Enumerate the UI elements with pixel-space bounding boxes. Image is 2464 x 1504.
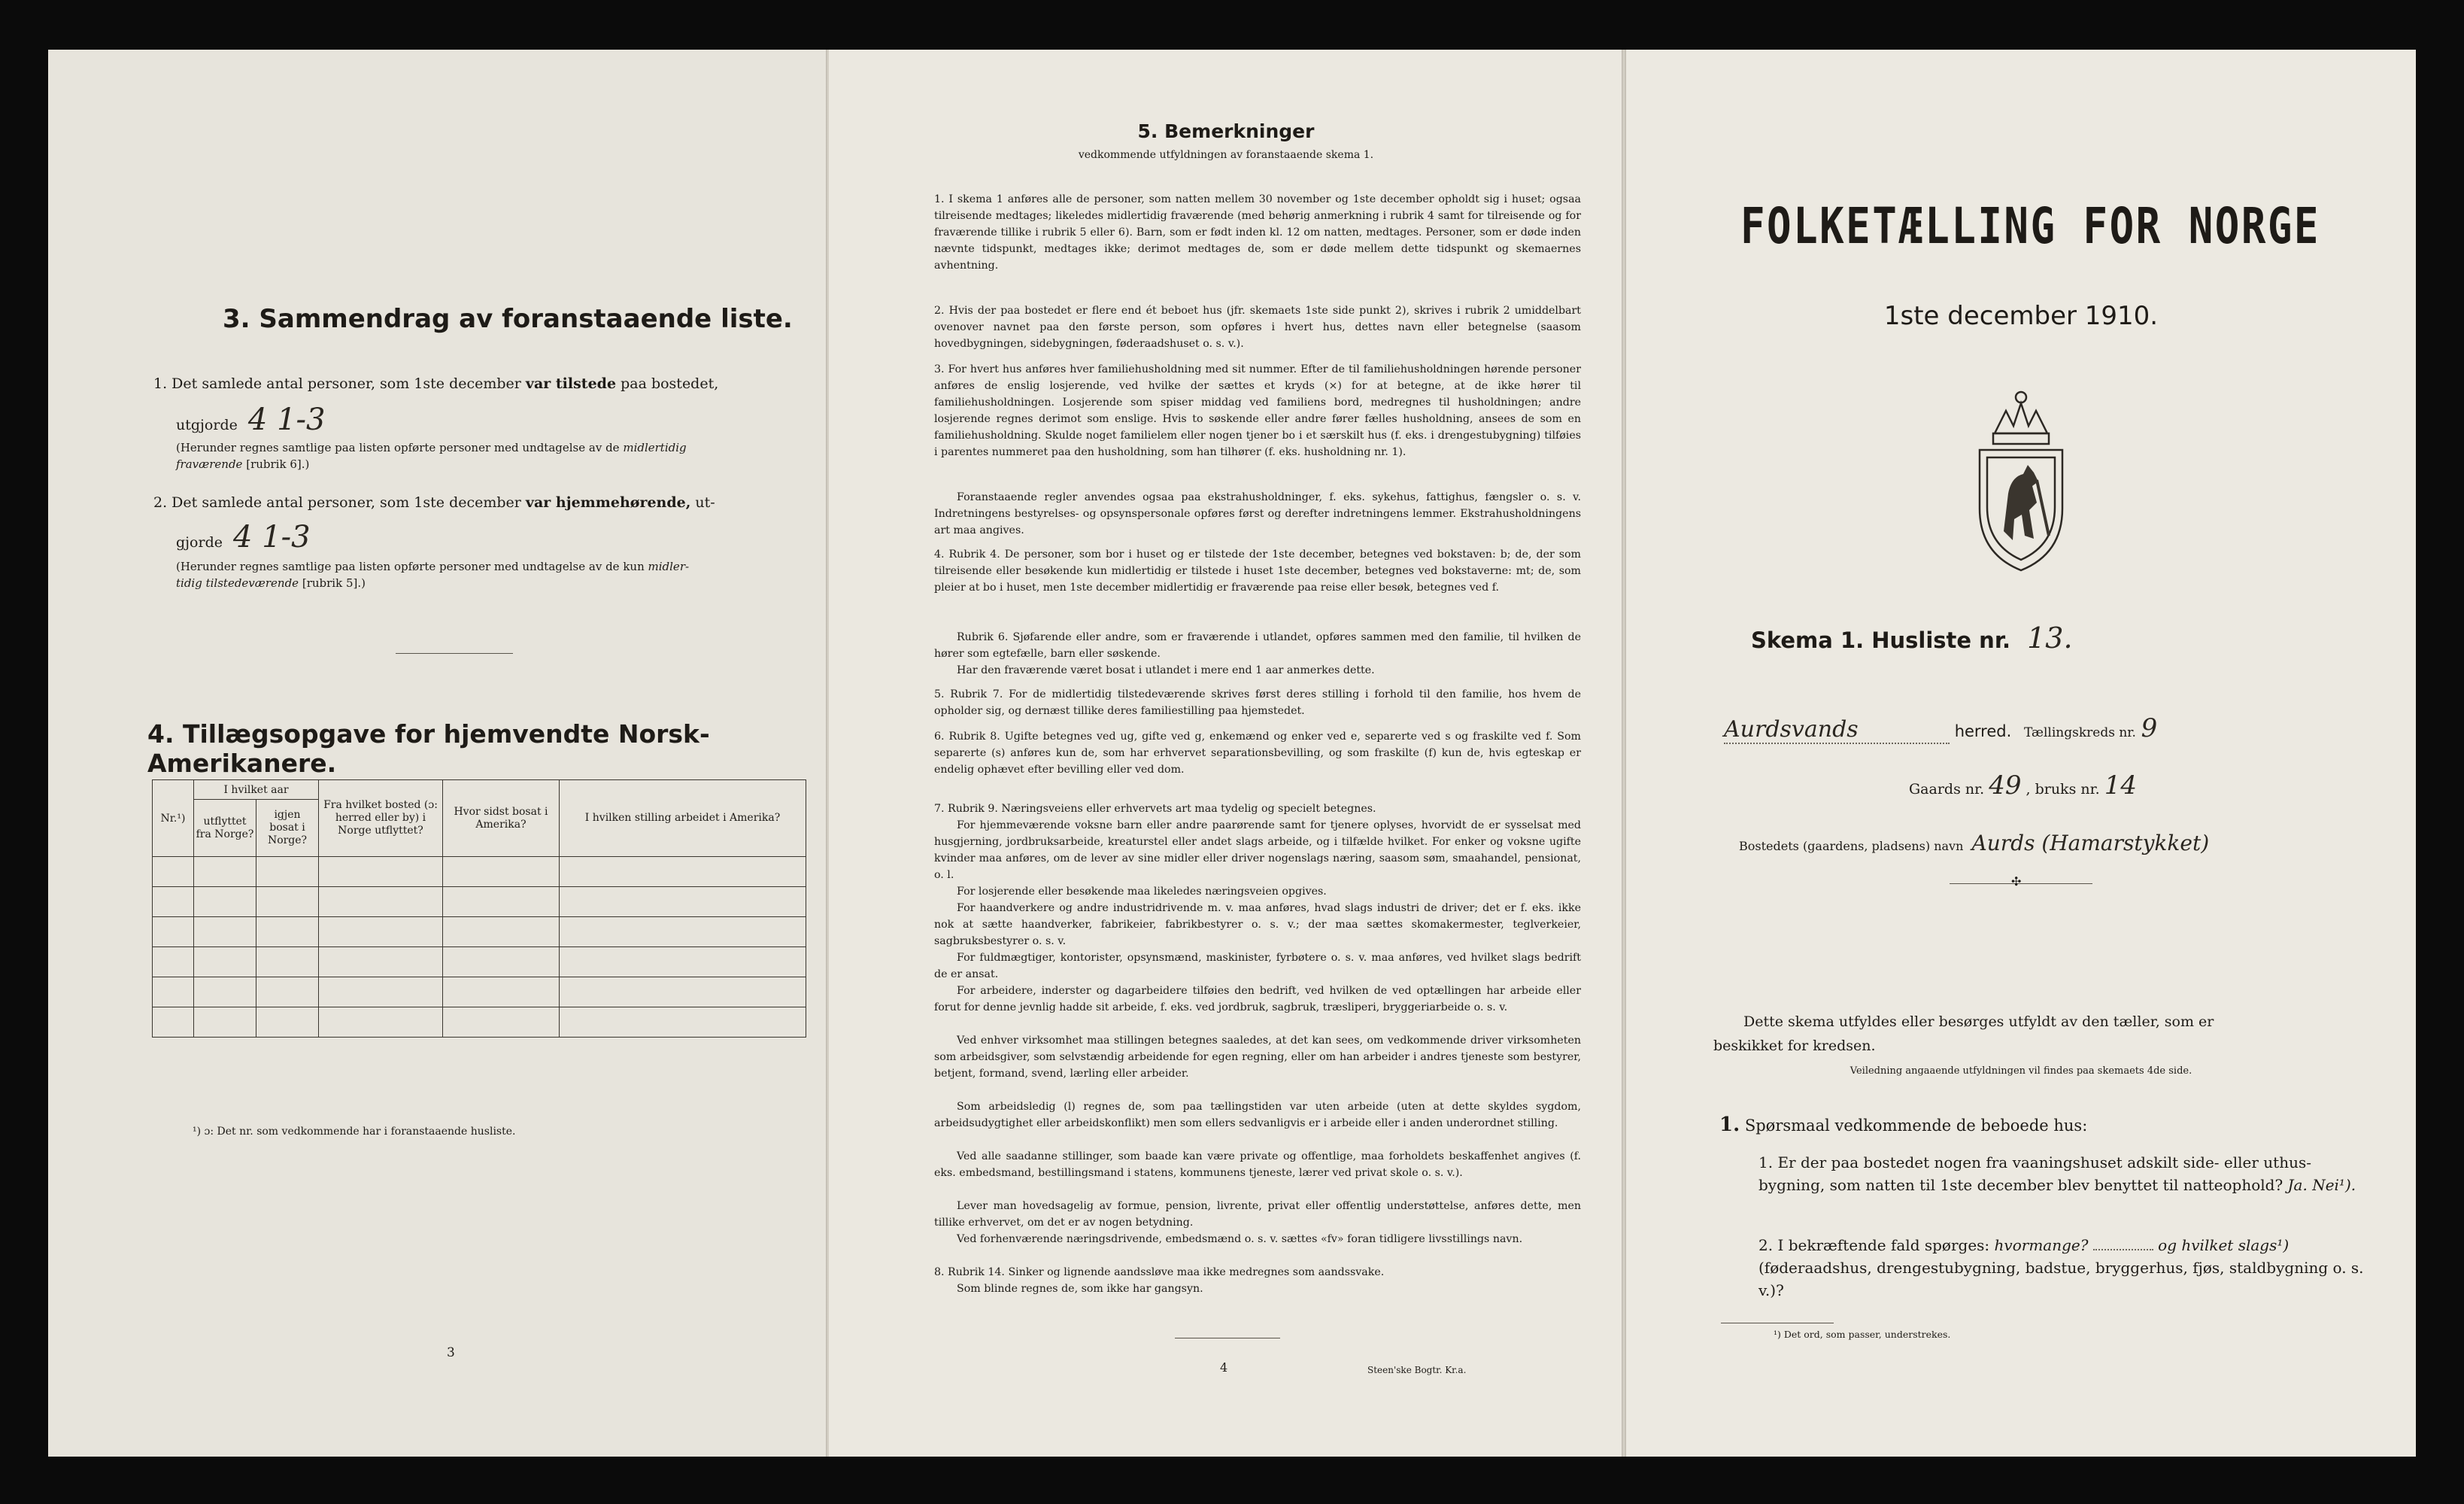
table-row xyxy=(153,887,806,917)
remark-1: 1. I skema 1 anføres alle de personer, som natten mellem 30 november og 1ste december opholdt sig i huset; ogsaa tilreisende medtages; likeledes midlertidig fraværende (med behørig anmerkning i rubrik 4 samt for tilreisende og for fraværende tillike i rubrik 5 eller 6). Barn, som er født inden kl. 12 om natten, medtages. Personer, som er døde inden nævnte tidspunkt, medtages ikke; derimot medtages de, som er døde mellem dette tidspunkt og skemaernes avhentning. xyxy=(934,193,1581,272)
gaards-value: 49 xyxy=(1989,770,2022,801)
table-row xyxy=(153,947,806,977)
remark-7g: Ved enhver virksomhet maa stillingen betegnes saaledes, at det kan sees, om vedkommende driver virksomheten som arbeidsgiver, som selvstændig arbeidende for egen regning, eller om han arbeider i andres tjeneste som bestyrer, betjent, formand, svend, lærling eller arbeider. xyxy=(934,1035,1581,1080)
col-igjen-header: igjen bosat i Norge? xyxy=(256,800,319,857)
page-3-footnote: ¹) ɔ: Det nr. som vedkommende har i foranstaaende husliste. xyxy=(193,1126,516,1138)
skema-line: Skema 1. Husliste nr. 13. xyxy=(1751,621,2073,655)
remark-7c: For losjerende eller besøkende maa likeledes næringsveien opgives. xyxy=(957,886,1327,898)
bosted-value: Aurds (Hamarstykket) xyxy=(1971,831,2210,855)
col-nr-header: Nr.¹) xyxy=(153,780,194,857)
question-1-heading: 1. Spørsmaal vedkommende de beboede hus: xyxy=(1719,1114,2088,1136)
item-1-utgjorde: utgjorde 4 1-3 xyxy=(176,403,326,437)
printer-imprint: Steen'ske Bogtr. Kr.a. xyxy=(1367,1365,1467,1375)
gaards-line: Gaards nr. 49 , bruks nr. 14 xyxy=(1909,770,2137,801)
norsk-amerikanere-table xyxy=(152,779,806,1038)
section-3-title: 3. Sammendrag av foranstaaende liste. xyxy=(223,304,793,334)
section-4-title: 4. Tillægsopgave for hjemvendte Norsk-Amerikanere. xyxy=(147,719,710,778)
item-2-note: (Herunder regnes samtlige paa listen opførte personer med undtagelse av de kun midler- tidig tilstedeværende [rubrik 5].) xyxy=(176,560,690,590)
remark-4c: Har den fraværende været bosat i utlandet i mere end 1 aar anmerkes dette. xyxy=(957,664,1375,676)
remark-6: 6. Rubrik 8. Ugifte betegnes ved ug, gifte ved g, enkemænd og enker ved e, separerte ved s og fraskilte ved f. Som separerte (s) anføres kun de, som har erhvervet separationsbevilling, og som fraskilte (f) kun de, hvis egteskap er endelig ophævet efter bevilling eller ved dom. xyxy=(934,731,1581,776)
remark-2: 2. Hvis der paa bostedet er flere end ét beboet hus (jfr. skemaets 1ste side punkt 2), skrives i rubrik 2 umiddelbart ovenover navnet paa den første person, som opføres i hvert hus, dettes navn eller betegnelse (saasom hovedbygningen, sidebygningen, føderaadshuset o. s. v.). xyxy=(934,305,1581,350)
bosted-line: Bostedets (gaardens, pladsens) navn Aurds (Hamarstykket) xyxy=(1739,831,2210,855)
question-1-1-answer: Ja. Nei¹). xyxy=(2287,1176,2356,1194)
remark-5: 5. Rubrik 7. For de midlertidig tilstedeværende skrives først deres stilling i forhold til den familie, hos hvem de opholder sig, og dernæst tillike deres familiestilling paa hjemstedet. xyxy=(934,688,1581,717)
remark-7j: Lever man hovedsagelig av formue, pension, livrente, privat eller offentlig understøttelse, anføres dette, men tillike erhvervet, om det er av nogen betydning. xyxy=(934,1200,1581,1229)
page-1-footnote: ¹) Det ord, som passer, understrekes. xyxy=(1774,1329,1951,1340)
table-row xyxy=(153,857,806,887)
col-stilling-header: I hvilken stilling arbeidet i Amerika? xyxy=(560,780,806,857)
herred-line: Aurdsvands herred. Tællingskreds nr. 9 xyxy=(1724,713,2158,743)
remark-8: 8. Rubrik 14. Sinker og lignende aandssløve maa ikke medregnes som aandssvake. xyxy=(934,1266,1385,1278)
remark-3: 3. For hvert hus anføres hver familiehusholdning med sit nummer. Efter de til familiehusholdningen hørende personer anføres de enslig losjerende, ved hvilke der sættes et kryds (×) for at betegne, at de ikke hører til familiehusholdningen. Losjerende som spiser middag ved familiens bord, medregnes til husholdningen; andre losjerende regnes derimot som enslige. Hvis to søskende eller andre fører fælles husholdning, ansees de som en familiehusholdning. Skulde noget familielem eller nogen tjener bo i et særskilt hus (f. eks. i drengestubygning) tilføies i parentes nummeret paa den husholdning, som han tilhører (f. eks. husholdning nr. 1). xyxy=(934,363,1581,458)
col-utflyttet-header: utflyttet fra Norge? xyxy=(194,800,256,857)
item-1-note: (Herunder regnes samtlige paa listen opførte personer med undtagelse av de midlertidig fraværende [rubrik 6].) xyxy=(176,441,687,471)
remarks-subtitle: vedkommende utfyldningen av foranstaaende skema 1. xyxy=(1078,149,1374,161)
question-1-1: 1. Er der paa bostedet nogen fra vaaningshuset adskilt side- eller uthus-bygning, som natten til 1ste december blev benyttet til natteophold? Ja. Nei¹). xyxy=(1758,1153,2356,1194)
remark-7h: Som arbeidsledig (l) regnes de, som paa tællingstiden var uten arbeide (uten at dette skyldes sygdom, arbeidsudygtighet eller arbeidskonflikt) men som ellers sedvanligvis er i arbeide eller i anden underordnet stilling. xyxy=(934,1101,1581,1129)
item-1-handwritten-value: 4 1-3 xyxy=(247,403,326,437)
remark-7b: For hjemmeværende voksne barn eller andre paarørende samt for tjenere oplyses, hvorvidt de er sysselsat med husgjerning, jordbruksarbeide, kreaturstel eller andet slags arbeide, og i tilfælde hvilket. For enker og voksne ugifte kvinder maa anføres, om de lever av sine midler eller driver nogenslags næring, saasom søm, smaahandel, pensionat, o. l. xyxy=(934,819,1581,881)
instructions: Dette skema utfyldes eller besørges utfyldt av den tæller, som er beskikket for kredsen. xyxy=(1713,1013,2214,1054)
table-row xyxy=(153,917,806,947)
item-2: 2. Det samlede antal personer, som 1ste december var hjemmehørende, ut- xyxy=(153,494,715,511)
remark-7i: Ved alle saadanne stillinger, som baade kan være private og offentlige, maa forholdets beskaffenhet angives (f. eks. embedsmand, bestillingsmand i statens, kommunens tjeneste, lærer ved privat skole o. s. v.). xyxy=(934,1150,1581,1179)
remark-4: 4. Rubrik 4. De personer, som bor i huset og er tilstede der 1ste december, betegnes ved bokstaven: b; de, der som tilreisende eller besøkende kun midlertidig er tilstede i huset 1ste december, betegnes ved bokstaverne: mt; de, som pleier at bo i huset, men 1ste december midlertidig er fraværende paa reise eller besøk, betegnes ved f. xyxy=(934,548,1581,594)
husliste-number: 13. xyxy=(2027,621,2073,655)
bruks-value: 14 xyxy=(2104,770,2137,801)
remark-7e: For fuldmægtiger, kontorister, opsynsmænd, maskinister, fyrbøtere o. s. v. maa anføres, ved hvilket slags bedrift de er ansat. xyxy=(934,952,1581,980)
census-title: FOLKETÆLLING FOR NORGE xyxy=(1740,197,2320,255)
coat-of-arms-icon xyxy=(1965,381,2077,576)
remark-7: 7. Rubrik 9. Næringsveiens eller erhvervets art maa tydelig og specielt betegnes. xyxy=(934,803,1376,815)
remark-7k: Ved forhenværende næringsdrivende, embedsmænd o. s. v. sættes «fv» foran tidligere livsstillings navn. xyxy=(957,1233,1523,1245)
item-2-handwritten-value: 4 1-3 xyxy=(233,520,311,555)
item-1: 1. Det samlede antal personer, som 1ste december var tilstede paa bostedet, xyxy=(153,375,719,392)
page-1 xyxy=(1626,50,2416,1457)
ornament-icon: ✣ xyxy=(2011,874,2022,889)
table-row xyxy=(153,977,806,1007)
remark-7d: For haandverkere og andre industridrivende m. v. maa anføres, hvad slags industri de driver; det er f. eks. ikke nok at sætte haandverker, fabrikeier, fabrikbestyrer o. s. v.; der maa sættes skomakermester, teglverkeier, sagbruksbestyrer o. s. v. xyxy=(934,902,1581,947)
remark-3b: Foranstaaende regler anvendes ogsaa paa ekstrahusholdninger, f. eks. sykehus, fattighus, fængsler o. s. v. Indretningens bestyrelses- og opsynspersonale opføres først og derefter indretningens lemmer. Ekstrahusholdningens art maa angives. xyxy=(934,491,1581,536)
page-4 xyxy=(829,50,1623,1457)
herred-value: Aurdsvands xyxy=(1724,716,1950,744)
remark-4b: Rubrik 6. Sjøfarende eller andre, som er fraværende i utlandet, opføres sammen med den familie, til hvilken de hører som egtefælle, barn eller søskende. xyxy=(934,631,1581,660)
col-hvor-header: Hvor sidst bosat i Amerika? xyxy=(443,780,560,857)
table-row xyxy=(153,1007,806,1038)
divider xyxy=(396,653,513,654)
page-3-number: 3 xyxy=(447,1345,455,1360)
remarks-title: 5. Bemerkninger xyxy=(1137,120,1315,142)
census-date: 1ste december 1910. xyxy=(1883,301,2159,331)
col-group-header: I hvilket aar xyxy=(194,780,319,800)
item-2-utgjorde: gjorde 4 1-3 xyxy=(176,520,311,555)
remark-8b: Som blinde regnes de, som ikke har gangsyn. xyxy=(957,1283,1203,1295)
page-4-number: 4 xyxy=(1220,1360,1228,1375)
page-3 xyxy=(48,50,826,1457)
question-1-2: 2. I bekræftende fald spørges: hvormange? og hvilket slags¹) (føderaadshus, drengestubygning, badstue, bryggerhus, fjøs, staldbygning o. s. v.)? xyxy=(1758,1236,2364,1299)
col-fra-header: Fra hvilket bosted (ɔ: herred eller by) i Norge utflyttet? xyxy=(319,780,443,857)
kreds-value: 9 xyxy=(2141,713,2158,743)
instructions-small: Veiledning angaaende utfyldningen vil findes paa skemaets 4de side. xyxy=(1850,1065,2192,1077)
remark-7f: For arbeidere, inderster og dagarbeidere tilføies den bedrift, ved hvilken de ved optællingen har arbeide eller forut for denne jevnlig hadde sit arbeide, f. eks. ved jordbruk, sagbruk, træsliperi, bryggeriarbeide o. s. v. xyxy=(934,985,1581,1013)
